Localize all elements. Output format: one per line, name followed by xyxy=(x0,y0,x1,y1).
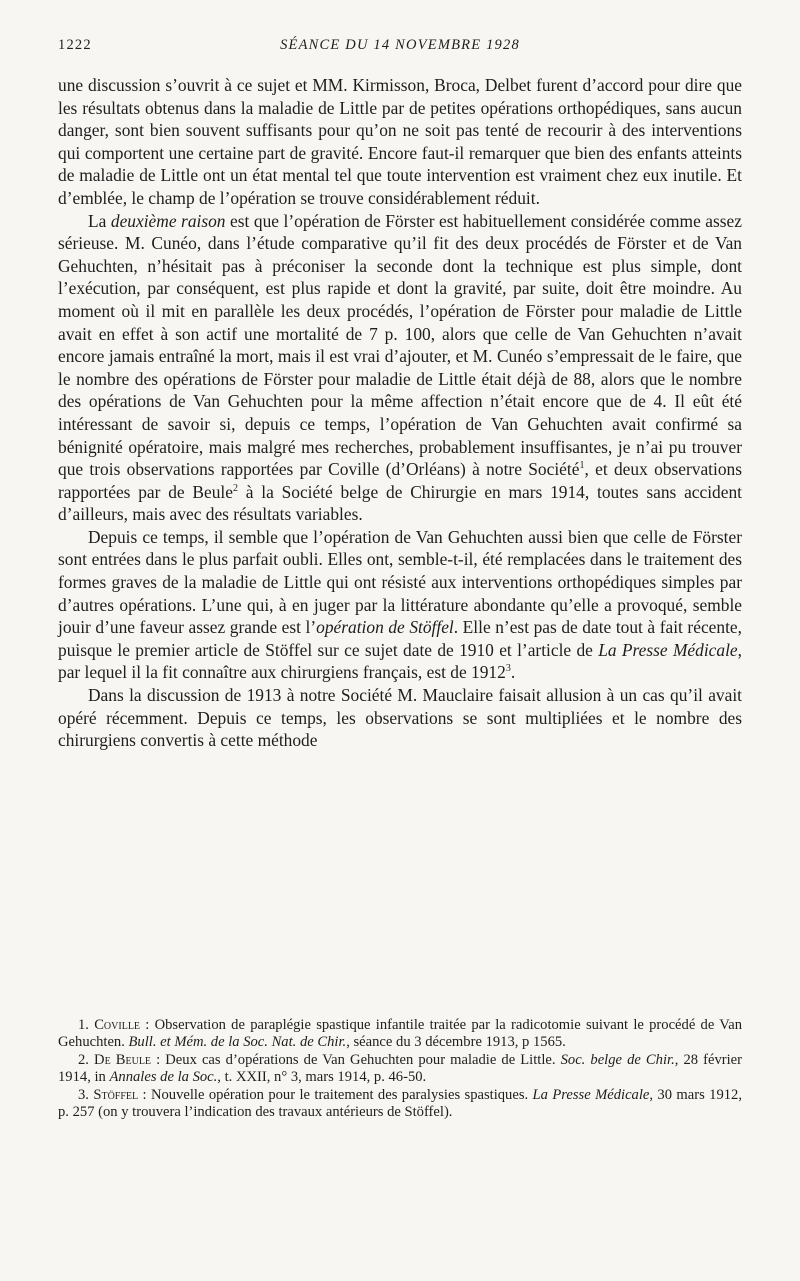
text-run: : Nouvelle opération pour le traitement des paralysies spastiques. xyxy=(138,1086,533,1103)
text-run: est que l’opération de Förster est habituellement considérée comme assez sérieuse. M. Cunéo, dans l’étude comparative qu’il fit des deux procédés de Förster et de Van Gehuchten, n’hésitait pas à préconiser la seconde dont la technique est plus simple, dont l’exécution, par conséquent, est plus rapide et dont la gravité, par suite, doit être moindre. Au moment où il mit en parallèle les deux procédés, l’opération de Förster pour maladie de Little avait en effet à son actif une mortalité de 7 p. 100, alors que celle de Van Gehuchten n’avait encore jamais entraîné la mort, mais il est vrai d’ajouter, et M. Cunéo s’empressait de le faire, que le nombre des opérations de Förster pour maladie de Little était déjà de 88, alors que le nombre des opérations de Van Gehuchten pour la même affection n’était encore que de 4. Il eût été intéressant de savoir si, depuis ce temps, l’opération de Van Gehuchten avait confirmé sa bénignité opératoire, mais malgré mes recherches, probablement insuffisantes, je n’ai pu trouver que trois observations rapportées par Coville (d’Orléans) à notre Société xyxy=(58,210,742,480)
footnote-marker: 2 xyxy=(232,482,238,494)
italic-text: Annales de la Soc. xyxy=(109,1069,218,1086)
footnote-marker: 3 xyxy=(505,663,511,675)
text-run: . xyxy=(510,662,516,683)
footnote xyxy=(58,1052,742,1087)
running-title: SÉANCE DU 14 NOVEMBRE 1928 xyxy=(280,37,520,53)
text-run: Depuis ce temps, il semble que l’opération de Van Gehuchten aussi bien que celle de Förster sont entrées dans le plus parfait oubli. Elles ont, semble-t-il, été remplacées dans le traitement des formes graves de la maladie de Little qui ont résisté aux interventions orthopédiques simples par d’autres opérations. L’une qui, à en juger par la littérature abondante qu’elle a provoqué, semble jouir d’une faveur assez grande est l’ xyxy=(58,526,742,638)
text-run: 3. xyxy=(78,1086,94,1103)
text-run: , 28 février 1914, in xyxy=(58,1051,743,1086)
italic-text: La Presse Médicale xyxy=(532,1086,650,1103)
paragraph xyxy=(58,684,742,752)
page-header xyxy=(58,37,742,57)
page-number: 1222 xyxy=(58,37,92,53)
italic-text: Bull. et Mém. de la Soc. Nat. de Chir. xyxy=(128,1034,347,1051)
italic-text: deuxième raison xyxy=(110,210,226,231)
text-run: : Deux cas d’opérations de Van Gehuchten pour maladie de Little. xyxy=(151,1051,561,1068)
italic-text: Soc. belge de Chir. xyxy=(560,1051,675,1068)
italic-text: opération de Stöffel xyxy=(316,617,454,638)
body-text xyxy=(58,74,742,752)
italic-text: La Presse Médicale xyxy=(598,639,738,660)
text-run: , séance du 3 décembre 1913, p 1565. xyxy=(346,1034,566,1051)
paragraph xyxy=(58,74,742,210)
text-run: , t. XXII, n° 3, mars 1914, p. 46-50. xyxy=(217,1069,427,1086)
text-run: : Observation de paraplégie spastique infantile traitée par la radicotomie suivant le procédé de Van Gehuchten. xyxy=(58,1017,743,1051)
footnote xyxy=(58,1087,742,1122)
paragraph xyxy=(58,210,742,526)
author-name: De Beule xyxy=(94,1051,152,1068)
author-name: Coville xyxy=(94,1017,141,1033)
text-run: à la Société belge de Chirurgie en mars 1914, toutes sans accident d’ailleurs, mais avec des résultats variables. xyxy=(58,481,742,525)
text-run: . Elle n’est pas de date tout à fait récente, puisque le premier article de Stöffel sur ce sujet date de 1910 et l’article de xyxy=(58,617,742,660)
footnotes xyxy=(58,1017,742,1121)
footnote-marker: 1 xyxy=(579,460,585,472)
text-run: 2. xyxy=(78,1051,95,1068)
footnote xyxy=(58,1017,742,1052)
text-run: une discussion s’ouvrit à ce sujet et MM. Kirmisson, Broca, Delbet furent d’accord pour dire que les résultats obtenus dans la maladie de Little par de petites opérations orthopédiques, sans aucun danger, sont bien souvent suffisants pour qu’on ne soit pas tenté de recourir à des interventions qui comportent une certaine part de gravité. Encore faut-il remarquer que bien des enfants atteints de maladie de Little ont un état mental tel que toute intervention est vraiment chez eux inutile. Et d’emblée, le champ de l’opération se trouve considérablement réduit. xyxy=(58,75,742,208)
text-run: Dans la discussion de 1913 à notre Société M. Mauclaire faisait allusion à un cas qu’il avait opéré récemment. Depuis ce temps, les observations se sont multipliées et le nombre des chirurgiens convertis à cette méthode xyxy=(58,685,742,751)
author-name: Stöffel xyxy=(93,1086,139,1103)
paragraph xyxy=(58,526,742,684)
text-run: La xyxy=(88,210,111,231)
text-run: , par lequel il la fit connaître aux chirurgiens français, est de 1912 xyxy=(58,639,742,683)
text-run: , 30 mars 1912, p. 257 (on y trouvera l’indication des travaux antérieurs de Stöffel). xyxy=(58,1086,742,1121)
text-run: , et deux observations rapportées par de Beule xyxy=(58,459,743,502)
text-run: 1. xyxy=(78,1017,95,1033)
